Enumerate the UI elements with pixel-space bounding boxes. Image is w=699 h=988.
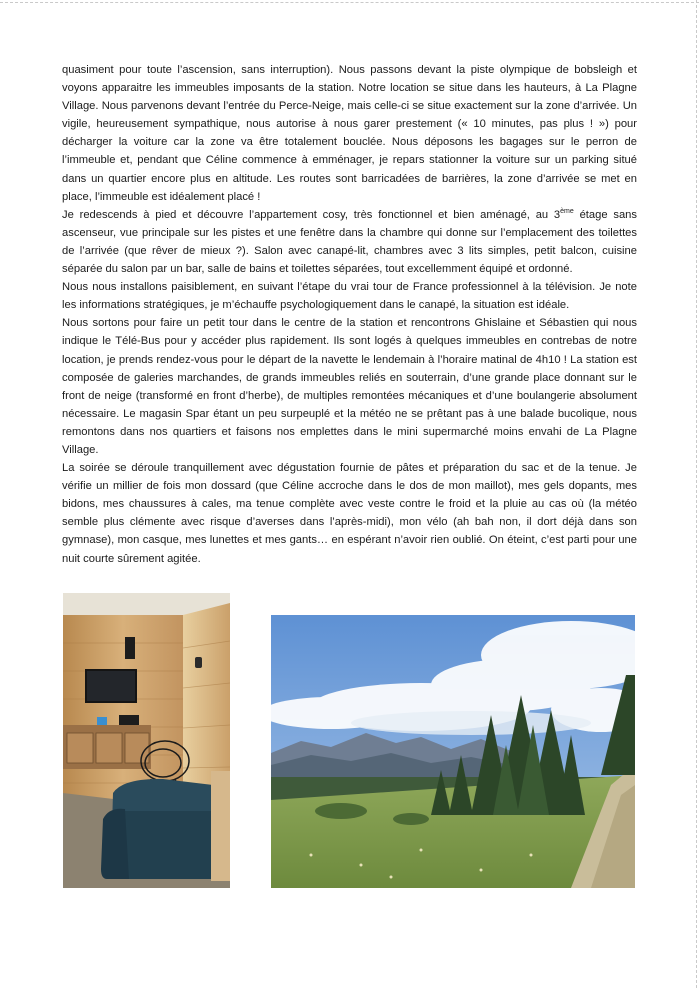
paragraph-apartment <box>62 206 637 278</box>
paragraph-arrival: quasiment pour toute l’ascension, sans interruption). Nous passons devant la piste olympique de bobsleigh et voyons apparaitre les immeubles imposants de la station. Notre location se situe dans les hauteurs, à La Plagne Village. Nous parvenons devant l’entrée du Perce-Neige, mais celle-ci se situe exactement sur la zone d’arrivée. Un vigile, heureusement sympathique, nous autorise à nous garer prestement (« 10 minutes, pas plus ! ») pour décharger la voiture car la zone va être totalement bouclée. Nous déposons les bagages sur le perron de l’immeuble et, pendant que Céline commence à emménager, je repars stationner la voiture sur un parking situé dans un quartier encore plus en altitude. Les routes sont barricadées de barrières, la zone d’arrivée se met en place, l’immeuble est idéalement placé ! <box>62 64 637 203</box>
page-top-border <box>0 2 699 3</box>
paragraph-station-tour: Nous sortons pour faire un petit tour dans le centre de la station et rencontrons Ghislaine et Sébastien qui nous indique le Télé-Bus pour y accéder plus rapidement. Ils sont logés à quelques immeubles en contrebas de notre location, je prends rendez-vous pour le départ de la navette le lendemain à l’horaire matinal de 4h10 ! La station est composée de galeries marchandes, de grands immeubles reliés en souterrain, d’une grande place donnant sur le front de neige (transformé en front d’herbe), de multiples remontées mécaniques et d’une boulangerie absolument nécessaire. Le magasin Spar étant un peu surpeuplé et la météo ne se prêtant pas à une balade bucolique, nous remontons dans nos quartiers et faisons nos emplettes dans le mini supermarché moins envahi de La Plagne Village. <box>62 317 637 456</box>
article-body <box>62 61 637 568</box>
paragraph-evening: La soirée se déroule tranquillement avec dégustation fournie de pâtes et préparation du sac et de la tenue. Je vérifie un millier de fois mon dossard (que Céline accroche dans le dos de mon maillot), mes gels dopants, mes bidons, mes chaussures à cales, ma tenue complète avec veste contre le froid et la pluie au cas où (la météo semble plus clémente avec risque d’averses dans l’après-midi), mon vélo (ah bah non, il dort déjà dans son gymnase), mon casque, mes lunettes et mes gants… en espérant n’avoir rien oublié. On éteint, c’est parti pour une nuit courte sûrement agitée. <box>62 462 637 565</box>
photo-mountain-landscape <box>271 615 635 888</box>
paragraph-settling: Nous nous installons paisiblement, en suivant l’étape du vrai tour de France professionnel à la télévision. Je note les informations stratégiques, je m’échauffe psychologiquement dans le canapé, la situation est idéale. <box>62 281 637 312</box>
floor-ordinal-suffix: ème <box>560 207 574 215</box>
paragraph-apartment-start: Je redescends à pied et découvre l’appartement cosy, très fonctionnel et bien aménagé, au 3 <box>62 208 561 221</box>
apartment-illustration <box>63 593 230 888</box>
paragraph-apartment-end: étage sans ascenseur, vue principale sur les pistes et une fenêtre dans la chambre qui donne sur l’emplacement des toilettes de l’arrivée (que rêver de mieux ?). Salon avec canapé-lit, chambres avec 3 lits simples, petit balcon, cuisine séparée du salon par un bar, salle de bains et toilettes séparées, tout excellemment équipé et ordonné. <box>62 208 637 276</box>
photo-apartment-living-room <box>63 593 230 888</box>
page-right-border <box>696 0 697 988</box>
landscape-illustration <box>271 615 635 888</box>
